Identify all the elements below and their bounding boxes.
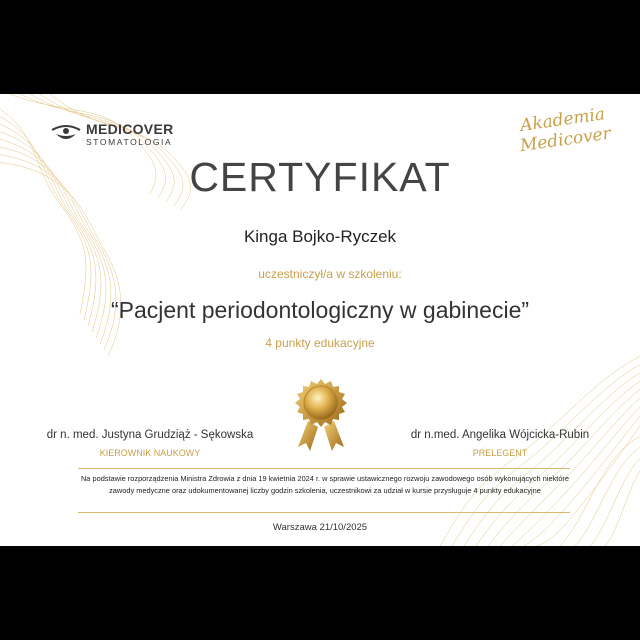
signatory-name: dr n.med. Angelika Wójcicka-Rubin (410, 429, 590, 441)
certificate-title: CERTYFIKAT (189, 154, 451, 200)
participated-label: uczestniczył/a w szkoleniu: (258, 267, 402, 281)
education-points: 4 punkty edukacyjne (265, 336, 375, 350)
signatory-role: PRELEGENT (472, 448, 528, 458)
signatory-role: KIEROWNIK NAUKOWY (99, 448, 201, 458)
signatory-right (390, 429, 610, 458)
place-and-date: Warszawa 21/10/2025 (272, 522, 368, 533)
logo-brand: MEDICOVER (86, 121, 174, 137)
divider-bottom (78, 512, 570, 513)
gold-medal-icon (286, 377, 356, 451)
course-title: “Pacjent periodontologiczny w gabinecie” (110, 297, 530, 323)
divider-top (78, 468, 570, 469)
signatory-left (40, 429, 260, 458)
legal-basis-text: Na podstawie rozporządzenia Ministra Zdrowia z dnia 19 kwietnia 2024 r. w sprawie ustawicznego rozwoju zawodowego osób wykonujących niektóre zawody medyczne oraz udokumentowanej liczby godzin szkolenia, uczestnikowi za udział w kursie przysługuje 4 punkty edukacyjne (80, 474, 570, 495)
signatory-name: dr n. med. Justyna Grudziąż - Sękowska (46, 429, 254, 441)
medicover-logo (50, 122, 174, 147)
akademia-medicover-logo: Akademia Medicover (518, 104, 613, 157)
medicover-logo-icon (50, 122, 82, 146)
recipient-name: Kinga Bojko-Ryczek (243, 227, 397, 246)
logo-subtitle: STOMATOLOGIA (86, 137, 173, 147)
certificate (0, 94, 640, 546)
